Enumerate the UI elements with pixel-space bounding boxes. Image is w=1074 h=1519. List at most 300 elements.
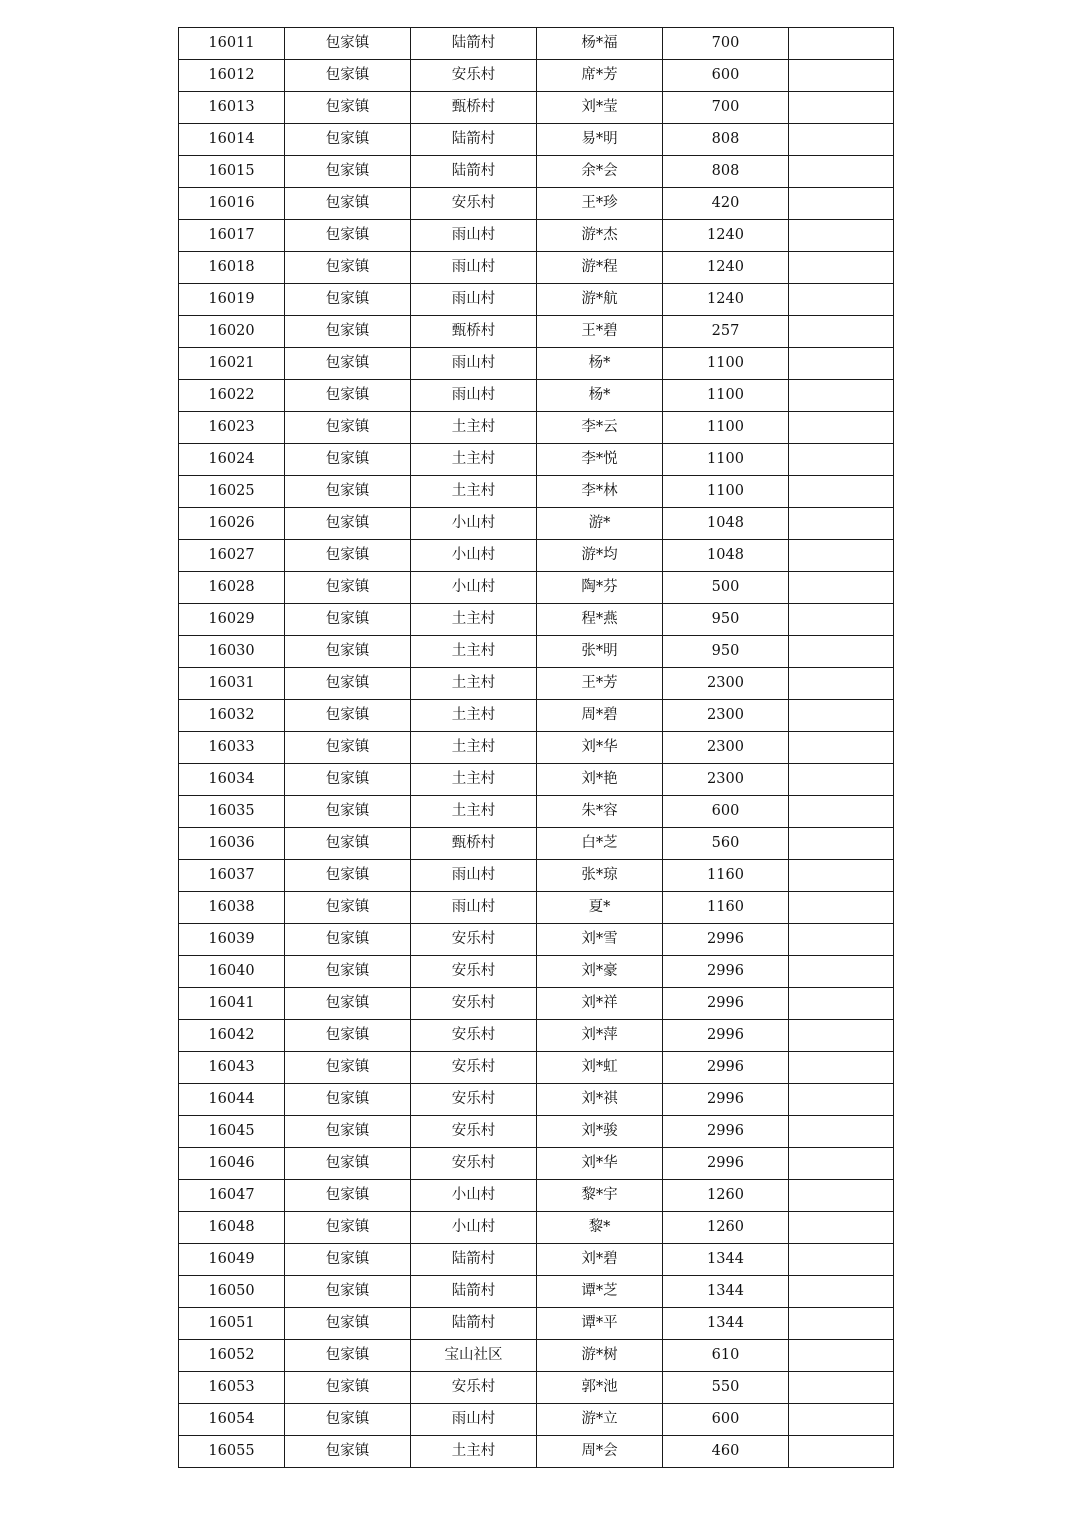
town-cell: 包家镇 [285, 956, 411, 988]
village-cell: 雨山村 [411, 1404, 537, 1436]
village-cell: 安乐村 [411, 956, 537, 988]
table-row [179, 1404, 894, 1436]
table-row [179, 28, 894, 60]
amount-cell: 257 [663, 316, 789, 348]
name-cell: 游*均 [537, 540, 663, 572]
remark-cell [789, 1276, 894, 1308]
village-cell: 小山村 [411, 508, 537, 540]
town-cell: 包家镇 [285, 1116, 411, 1148]
name-cell: 周*碧 [537, 700, 663, 732]
amount-cell: 808 [663, 124, 789, 156]
remark-cell [789, 1244, 894, 1276]
amount-cell: 2996 [663, 1052, 789, 1084]
remark-cell [789, 700, 894, 732]
table-row [179, 1020, 894, 1052]
village-cell: 土主村 [411, 604, 537, 636]
village-cell: 雨山村 [411, 252, 537, 284]
remark-cell [789, 540, 894, 572]
amount-cell: 600 [663, 1404, 789, 1436]
row-number-cell: 16039 [179, 924, 285, 956]
remark-cell [789, 1212, 894, 1244]
town-cell: 包家镇 [285, 124, 411, 156]
town-cell: 包家镇 [285, 1404, 411, 1436]
town-cell: 包家镇 [285, 1148, 411, 1180]
row-number-cell: 16023 [179, 412, 285, 444]
town-cell: 包家镇 [285, 892, 411, 924]
town-cell: 包家镇 [285, 860, 411, 892]
remark-cell [789, 1404, 894, 1436]
village-cell: 甄桥村 [411, 828, 537, 860]
table-row [179, 988, 894, 1020]
table-row [179, 1116, 894, 1148]
table-row [179, 412, 894, 444]
village-cell: 雨山村 [411, 860, 537, 892]
remark-cell [789, 1084, 894, 1116]
town-cell: 包家镇 [285, 1372, 411, 1404]
remark-cell [789, 1308, 894, 1340]
remark-cell [789, 1020, 894, 1052]
roster-sheet [178, 27, 894, 1468]
amount-cell: 2996 [663, 1084, 789, 1116]
row-number-cell: 16037 [179, 860, 285, 892]
amount-cell: 1048 [663, 508, 789, 540]
town-cell: 包家镇 [285, 60, 411, 92]
town-cell: 包家镇 [285, 348, 411, 380]
amount-cell: 1048 [663, 540, 789, 572]
remark-cell [789, 924, 894, 956]
village-cell: 安乐村 [411, 1052, 537, 1084]
table-row [179, 956, 894, 988]
village-cell: 小山村 [411, 1212, 537, 1244]
town-cell: 包家镇 [285, 636, 411, 668]
amount-cell: 2300 [663, 700, 789, 732]
village-cell: 甄桥村 [411, 92, 537, 124]
table-row [179, 892, 894, 924]
amount-cell: 2300 [663, 668, 789, 700]
name-cell: 刘*艳 [537, 764, 663, 796]
town-cell: 包家镇 [285, 604, 411, 636]
remark-cell [789, 572, 894, 604]
village-cell: 陆箭村 [411, 124, 537, 156]
village-cell: 安乐村 [411, 60, 537, 92]
table-row [179, 508, 894, 540]
name-cell: 刘*祺 [537, 1084, 663, 1116]
amount-cell: 550 [663, 1372, 789, 1404]
row-number-cell: 16034 [179, 764, 285, 796]
town-cell: 包家镇 [285, 380, 411, 412]
amount-cell: 1240 [663, 284, 789, 316]
table-row [179, 668, 894, 700]
table-row [179, 1052, 894, 1084]
village-cell: 土主村 [411, 732, 537, 764]
village-cell: 甄桥村 [411, 316, 537, 348]
amount-cell: 610 [663, 1340, 789, 1372]
town-cell: 包家镇 [285, 1308, 411, 1340]
table-row [179, 92, 894, 124]
table-row [179, 124, 894, 156]
amount-cell: 1344 [663, 1308, 789, 1340]
amount-cell: 1240 [663, 252, 789, 284]
town-cell: 包家镇 [285, 1212, 411, 1244]
town-cell: 包家镇 [285, 444, 411, 476]
village-cell: 陆箭村 [411, 28, 537, 60]
village-cell: 安乐村 [411, 1148, 537, 1180]
name-cell: 程*燕 [537, 604, 663, 636]
remark-cell [789, 252, 894, 284]
row-number-cell: 16035 [179, 796, 285, 828]
row-number-cell: 16049 [179, 1244, 285, 1276]
name-cell: 席*芳 [537, 60, 663, 92]
row-number-cell: 16025 [179, 476, 285, 508]
table-row [179, 700, 894, 732]
amount-cell: 460 [663, 1436, 789, 1468]
table-row [179, 732, 894, 764]
village-cell: 土主村 [411, 668, 537, 700]
roster-table [178, 27, 894, 1468]
table-row [179, 540, 894, 572]
row-number-cell: 16024 [179, 444, 285, 476]
village-cell: 陆箭村 [411, 156, 537, 188]
row-number-cell: 16047 [179, 1180, 285, 1212]
row-number-cell: 16020 [179, 316, 285, 348]
row-number-cell: 16028 [179, 572, 285, 604]
village-cell: 安乐村 [411, 1020, 537, 1052]
town-cell: 包家镇 [285, 924, 411, 956]
row-number-cell: 16055 [179, 1436, 285, 1468]
row-number-cell: 16022 [179, 380, 285, 412]
remark-cell [789, 156, 894, 188]
table-row [179, 316, 894, 348]
name-cell: 朱*容 [537, 796, 663, 828]
remark-cell [789, 412, 894, 444]
town-cell: 包家镇 [285, 156, 411, 188]
name-cell: 李*云 [537, 412, 663, 444]
amount-cell: 2996 [663, 988, 789, 1020]
town-cell: 包家镇 [285, 412, 411, 444]
amount-cell: 2996 [663, 924, 789, 956]
town-cell: 包家镇 [285, 796, 411, 828]
row-number-cell: 16050 [179, 1276, 285, 1308]
village-cell: 雨山村 [411, 220, 537, 252]
name-cell: 游*程 [537, 252, 663, 284]
village-cell: 雨山村 [411, 380, 537, 412]
row-number-cell: 16042 [179, 1020, 285, 1052]
row-number-cell: 16033 [179, 732, 285, 764]
row-number-cell: 16052 [179, 1340, 285, 1372]
row-number-cell: 16054 [179, 1404, 285, 1436]
table-row [179, 1148, 894, 1180]
table-row [179, 156, 894, 188]
table-row [179, 796, 894, 828]
village-cell: 小山村 [411, 1180, 537, 1212]
remark-cell [789, 124, 894, 156]
name-cell: 刘*雪 [537, 924, 663, 956]
remark-cell [789, 508, 894, 540]
name-cell: 杨* [537, 348, 663, 380]
amount-cell: 950 [663, 636, 789, 668]
remark-cell [789, 732, 894, 764]
name-cell: 刘*骏 [537, 1116, 663, 1148]
remark-cell [789, 284, 894, 316]
town-cell: 包家镇 [285, 668, 411, 700]
table-row [179, 1276, 894, 1308]
amount-cell: 1260 [663, 1180, 789, 1212]
table-row [179, 284, 894, 316]
remark-cell [789, 604, 894, 636]
remark-cell [789, 1116, 894, 1148]
village-cell: 陆箭村 [411, 1276, 537, 1308]
village-cell: 雨山村 [411, 348, 537, 380]
name-cell: 刘*祥 [537, 988, 663, 1020]
remark-cell [789, 188, 894, 220]
remark-cell [789, 828, 894, 860]
name-cell: 游* [537, 508, 663, 540]
name-cell: 刘*华 [537, 732, 663, 764]
table-row [179, 220, 894, 252]
amount-cell: 1240 [663, 220, 789, 252]
name-cell: 刘*萍 [537, 1020, 663, 1052]
amount-cell: 500 [663, 572, 789, 604]
table-row [179, 1372, 894, 1404]
town-cell: 包家镇 [285, 1276, 411, 1308]
town-cell: 包家镇 [285, 1244, 411, 1276]
village-cell: 宝山社区 [411, 1340, 537, 1372]
village-cell: 安乐村 [411, 924, 537, 956]
village-cell: 土主村 [411, 444, 537, 476]
amount-cell: 700 [663, 92, 789, 124]
remark-cell [789, 348, 894, 380]
village-cell: 土主村 [411, 764, 537, 796]
table-row [179, 1340, 894, 1372]
name-cell: 游*杰 [537, 220, 663, 252]
name-cell: 李*悦 [537, 444, 663, 476]
village-cell: 土主村 [411, 636, 537, 668]
table-row [179, 828, 894, 860]
remark-cell [789, 1436, 894, 1468]
table-row [179, 860, 894, 892]
name-cell: 余*会 [537, 156, 663, 188]
village-cell: 土主村 [411, 476, 537, 508]
remark-cell [789, 316, 894, 348]
table-row [179, 572, 894, 604]
row-number-cell: 16040 [179, 956, 285, 988]
amount-cell: 1100 [663, 412, 789, 444]
amount-cell: 1100 [663, 348, 789, 380]
village-cell: 陆箭村 [411, 1244, 537, 1276]
name-cell: 刘*碧 [537, 1244, 663, 1276]
name-cell: 夏* [537, 892, 663, 924]
amount-cell: 600 [663, 796, 789, 828]
row-number-cell: 16014 [179, 124, 285, 156]
remark-cell [789, 1372, 894, 1404]
amount-cell: 1160 [663, 860, 789, 892]
remark-cell [789, 892, 894, 924]
name-cell: 易*明 [537, 124, 663, 156]
row-number-cell: 16011 [179, 28, 285, 60]
town-cell: 包家镇 [285, 508, 411, 540]
remark-cell [789, 956, 894, 988]
row-number-cell: 16017 [179, 220, 285, 252]
village-cell: 安乐村 [411, 188, 537, 220]
table-row [179, 1308, 894, 1340]
table-row [179, 444, 894, 476]
amount-cell: 2300 [663, 732, 789, 764]
village-cell: 雨山村 [411, 284, 537, 316]
amount-cell: 420 [663, 188, 789, 220]
name-cell: 黎*宇 [537, 1180, 663, 1212]
town-cell: 包家镇 [285, 188, 411, 220]
name-cell: 游*立 [537, 1404, 663, 1436]
village-cell: 安乐村 [411, 988, 537, 1020]
town-cell: 包家镇 [285, 1052, 411, 1084]
village-cell: 土主村 [411, 1436, 537, 1468]
amount-cell: 1344 [663, 1244, 789, 1276]
row-number-cell: 16016 [179, 188, 285, 220]
town-cell: 包家镇 [285, 540, 411, 572]
table-row [179, 924, 894, 956]
name-cell: 王*碧 [537, 316, 663, 348]
remark-cell [789, 380, 894, 412]
town-cell: 包家镇 [285, 1020, 411, 1052]
row-number-cell: 16044 [179, 1084, 285, 1116]
remark-cell [789, 476, 894, 508]
name-cell: 杨*福 [537, 28, 663, 60]
remark-cell [789, 60, 894, 92]
table-row [179, 188, 894, 220]
town-cell: 包家镇 [285, 28, 411, 60]
remark-cell [789, 1052, 894, 1084]
row-number-cell: 16036 [179, 828, 285, 860]
row-number-cell: 16013 [179, 92, 285, 124]
village-cell: 雨山村 [411, 892, 537, 924]
name-cell: 周*会 [537, 1436, 663, 1468]
town-cell: 包家镇 [285, 828, 411, 860]
town-cell: 包家镇 [285, 572, 411, 604]
village-cell: 安乐村 [411, 1116, 537, 1148]
row-number-cell: 16053 [179, 1372, 285, 1404]
row-number-cell: 16015 [179, 156, 285, 188]
name-cell: 李*林 [537, 476, 663, 508]
town-cell: 包家镇 [285, 252, 411, 284]
name-cell: 王*芳 [537, 668, 663, 700]
remark-cell [789, 988, 894, 1020]
amount-cell: 2996 [663, 1020, 789, 1052]
row-number-cell: 16029 [179, 604, 285, 636]
table-row [179, 636, 894, 668]
town-cell: 包家镇 [285, 1340, 411, 1372]
amount-cell: 1260 [663, 1212, 789, 1244]
amount-cell: 950 [663, 604, 789, 636]
village-cell: 小山村 [411, 572, 537, 604]
village-cell: 陆箭村 [411, 1308, 537, 1340]
village-cell: 安乐村 [411, 1372, 537, 1404]
row-number-cell: 16030 [179, 636, 285, 668]
name-cell: 张*琼 [537, 860, 663, 892]
town-cell: 包家镇 [285, 284, 411, 316]
table-row [179, 1180, 894, 1212]
table-row [179, 60, 894, 92]
village-cell: 小山村 [411, 540, 537, 572]
amount-cell: 1100 [663, 476, 789, 508]
row-number-cell: 16012 [179, 60, 285, 92]
amount-cell: 700 [663, 28, 789, 60]
amount-cell: 1100 [663, 380, 789, 412]
remark-cell [789, 796, 894, 828]
town-cell: 包家镇 [285, 732, 411, 764]
remark-cell [789, 860, 894, 892]
amount-cell: 1344 [663, 1276, 789, 1308]
table-row [179, 1436, 894, 1468]
town-cell: 包家镇 [285, 220, 411, 252]
row-number-cell: 16027 [179, 540, 285, 572]
town-cell: 包家镇 [285, 316, 411, 348]
town-cell: 包家镇 [285, 764, 411, 796]
row-number-cell: 16018 [179, 252, 285, 284]
table-row [179, 1244, 894, 1276]
name-cell: 游*航 [537, 284, 663, 316]
village-cell: 安乐村 [411, 1084, 537, 1116]
table-row [179, 476, 894, 508]
roster-table-body [179, 28, 894, 1468]
amount-cell: 1160 [663, 892, 789, 924]
table-row [179, 252, 894, 284]
name-cell: 白*芝 [537, 828, 663, 860]
row-number-cell: 16046 [179, 1148, 285, 1180]
remark-cell [789, 1180, 894, 1212]
town-cell: 包家镇 [285, 700, 411, 732]
amount-cell: 2996 [663, 956, 789, 988]
row-number-cell: 16041 [179, 988, 285, 1020]
town-cell: 包家镇 [285, 92, 411, 124]
village-cell: 土主村 [411, 412, 537, 444]
name-cell: 郭*池 [537, 1372, 663, 1404]
remark-cell [789, 444, 894, 476]
name-cell: 张*明 [537, 636, 663, 668]
town-cell: 包家镇 [285, 476, 411, 508]
town-cell: 包家镇 [285, 1084, 411, 1116]
row-number-cell: 16031 [179, 668, 285, 700]
village-cell: 土主村 [411, 700, 537, 732]
table-row [179, 348, 894, 380]
town-cell: 包家镇 [285, 1180, 411, 1212]
amount-cell: 2300 [663, 764, 789, 796]
remark-cell [789, 1340, 894, 1372]
town-cell: 包家镇 [285, 1436, 411, 1468]
remark-cell [789, 636, 894, 668]
name-cell: 谭*芝 [537, 1276, 663, 1308]
village-cell: 土主村 [411, 796, 537, 828]
amount-cell: 2996 [663, 1116, 789, 1148]
name-cell: 刘*虹 [537, 1052, 663, 1084]
table-row [179, 604, 894, 636]
remark-cell [789, 1148, 894, 1180]
name-cell: 游*树 [537, 1340, 663, 1372]
name-cell: 黎* [537, 1212, 663, 1244]
row-number-cell: 16045 [179, 1116, 285, 1148]
town-cell: 包家镇 [285, 988, 411, 1020]
name-cell: 陶*芬 [537, 572, 663, 604]
amount-cell: 560 [663, 828, 789, 860]
table-row [179, 1212, 894, 1244]
table-row [179, 1084, 894, 1116]
row-number-cell: 16043 [179, 1052, 285, 1084]
row-number-cell: 16032 [179, 700, 285, 732]
row-number-cell: 16051 [179, 1308, 285, 1340]
name-cell: 刘*豪 [537, 956, 663, 988]
amount-cell: 2996 [663, 1148, 789, 1180]
remark-cell [789, 668, 894, 700]
remark-cell [789, 220, 894, 252]
